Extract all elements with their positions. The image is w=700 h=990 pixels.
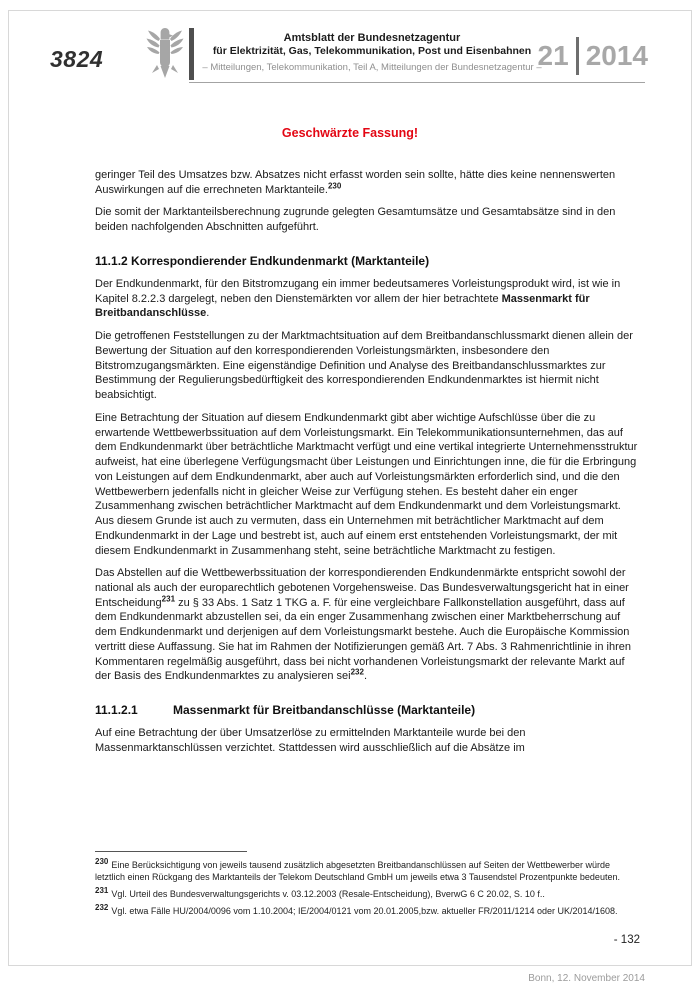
document-body [95,168,640,948]
footnote-number: 231 [95,886,109,896]
paragraph-text: geringer Teil des Umsatzes bzw. Absatzes nicht erfasst worden sein sollte, hätte dies keine nennenswerten Auswirkungen auf die errechneten Marktanteile. [95,169,616,196]
paragraph: Auf eine Betrachtung der über Umsatzerlöse zu ermittelnden Marktanteile wurde bei den Massenmarktanschlüssen verzichtet. Stattdessen wird ausschließlich auf die Absätze im [95,727,526,754]
footnote-ref-230: 230 [327,181,342,191]
paragraph: Die getroffenen Feststellungen zu der Marktmachtsituation auf dem Breitbandanschlussmarkt dienen allein der Bewertung der Situation auf den korrespondierenden Vorleistungsmärkten, insbesondere den Bitstromzugangsmärkten. Eine eigenständige Definition und Analyse des Breitbandanschlussmarktes zur Bestimmung der Regulierungsbedürftigkeit des korrespondierenden Endkundenmarktes ist hiermit nicht beabsichtigt. [95,330,633,402]
footnote-ref-231: 231 [161,594,176,604]
footnote-231 [95,888,640,900]
section-heading-11-1-2: 11.1.2 Korrespondierender Endkundenmarkt (Marktanteile) [95,253,430,268]
paragraph [95,168,640,197]
paragraph [95,566,640,684]
header-rule [189,82,645,83]
footnote-number: 230 [95,857,109,867]
footnote-text: Vgl. etwa Fälle HU/2004/0096 vom 1.10.2004; IE/2004/0121 vom 20.01.2005,bzw. aktueller FR/2011/1214 oder UK/2014/1608. [111,906,618,917]
paragraph-text: . [363,670,368,683]
document-page-number: - 132 [613,933,640,946]
masthead-title-line2: für Elektrizität, Gas, Telekommunikation, Post und Eisenbahnen [212,45,532,57]
issue-number: 21 [537,40,569,71]
issue-block [538,37,648,75]
paragraph-text: Das Abstellen auf die Wettbewerbssituation der korrespondierenden Endkundenmärkte entspricht sowohl der national als auch der europarechtlich gebotenen Vorgehensweise. Das Bundesverwaltungsgericht hat in einer Entscheidung [95,567,629,609]
paragraph: Eine Betrachtung der Situation auf diesem Endkundenmarkt gibt aber wichtige Aufschlüsse über die zu erwartende Wettbewerbssituation auf dem Vorleistungsmarkt. Ein Telekommunikationsunternehmen, das auf dem Endkundenmarkt über beträchtliche Marktmacht verfügt und eine vertikal integrierte Unternehmensstruktur aufweist, hat eine überlegene Verfügungsmacht über Leistungen und Einrichtungen inne, die für die Erbringung von Leistungen auf dem Endkundenmarkt, aber auch auf Vorleistungsmärkten erforderlich sind, und die den Wettbewerbern jedenfalls nicht in gleicher Weise zur Verfügung stehen. Es besteht daher ein enger Zusammenhang zwischen beträchtlicher Marktmacht auf dem Endkundenmarkt und dem Vorleistungsmarkt. Aus diesem Grunde ist auch zu vermuten, dass ein Unternehmen mit beträchtlicher Marktmacht auf dem Endkundenmarkt in der Lage und bestrebt ist, auch auf einem erst entstehenden Vorleistungsmarkt, der mit diesem Endkundenmarkt in Zusammenhang steht, seine beträchtliche Marktmacht zu festigen. [95,411,638,557]
gazette-page-number: 3824 [50,46,104,72]
paragraph: Die somit der Marktanteilsberechnung zugrunde gelegten Gesamtumsätze und Gesamtabsätze sind in den beiden nachfolgenden Abschnitten aufgeführt. [95,206,616,234]
paragraph-text: Der Endkundenmarkt, für den Bitstromzugang ein immer bedeutsameres Vorleistungsprodukt wird, ist wie in Kapitel 8.2.2.3 dargelegt, neben den Dienstemärkten vor allem der hier betrachtete [95,278,621,305]
footnote-separator-rule [95,851,247,852]
masthead-title-line1: Amtsblatt der Bundesnetzagentur [283,32,461,44]
redaction-notice: Geschwärzte Fassung! [281,126,419,140]
logo-divider-bar [189,28,194,80]
footer-date: Bonn, 12. November 2014 [528,973,645,984]
heading-number: 11.1.2.1 [95,703,138,718]
masthead [202,31,542,73]
masthead-subtitle: – Mitteilungen, Telekommunikation, Teil A, Mitteilungen der Bundesnetzagentur – [202,62,542,73]
footnote-number: 232 [95,903,109,913]
footnote-232 [95,905,640,917]
footnote-text: Eine Berücksichtigung von jeweils tausend zusätzlich abgesetzten Breitbandanschlüssen auf Seiten der Wettbewerber würde letztlich einen Rückgang des Marktanteils der Telekom Deutschland GmbH um jeweils etwa 3 Tausendstel Prozentpunkte bedeuten. [95,860,620,883]
footnote-text: Vgl. Urteil des Bundesverwaltungsgerichts v. 03.12.2003 (Resale-Entscheidung), BverwG 6 C 20.02, S. 10 f.. [111,889,545,900]
section-heading-11-1-2-1 [95,702,640,718]
bold-term: Massenmarkt für Breitbandanschlüsse [95,292,590,320]
issue-year: 2014 [585,40,648,71]
footnote-230 [95,859,640,883]
footnotes-section [95,847,640,923]
federal-eagle-icon [145,26,185,85]
paragraph-text: zu § 33 Abs. 1 Satz 1 TKG a. F. für eine vergleichbare Fallkonstellation ausgeführt, dass auf dem Endkundenmarkt abzustellen sei, da ein enger Zusammenhang zwischen einer Marktbeherrschung auf dem Endkundenmarkt und derjenigen auf dem Vorleistungsmarkt bestehe. Auch die Europäische Kommission vertritt diese Auffassung. Sie hat im Rahmen der Notifizierungen gemäß Art. 7 Abs. 3 Rahmenrichtlinie in ihren Kommentaren regelmäßig ausgeführt, dass bei nicht vorhandenen Vorleistungsmarkt der relevante Markt auf der Basis des Endkundenmarktes zu analysieren sei [95,596,632,683]
heading-title: Massenmarkt für Breitbandanschlüsse (Marktanteile) [173,703,476,718]
paragraph [95,277,640,321]
paragraph-text: . [206,307,210,320]
footnote-ref-232: 232 [350,667,364,677]
issue-separator-bar [576,37,579,75]
